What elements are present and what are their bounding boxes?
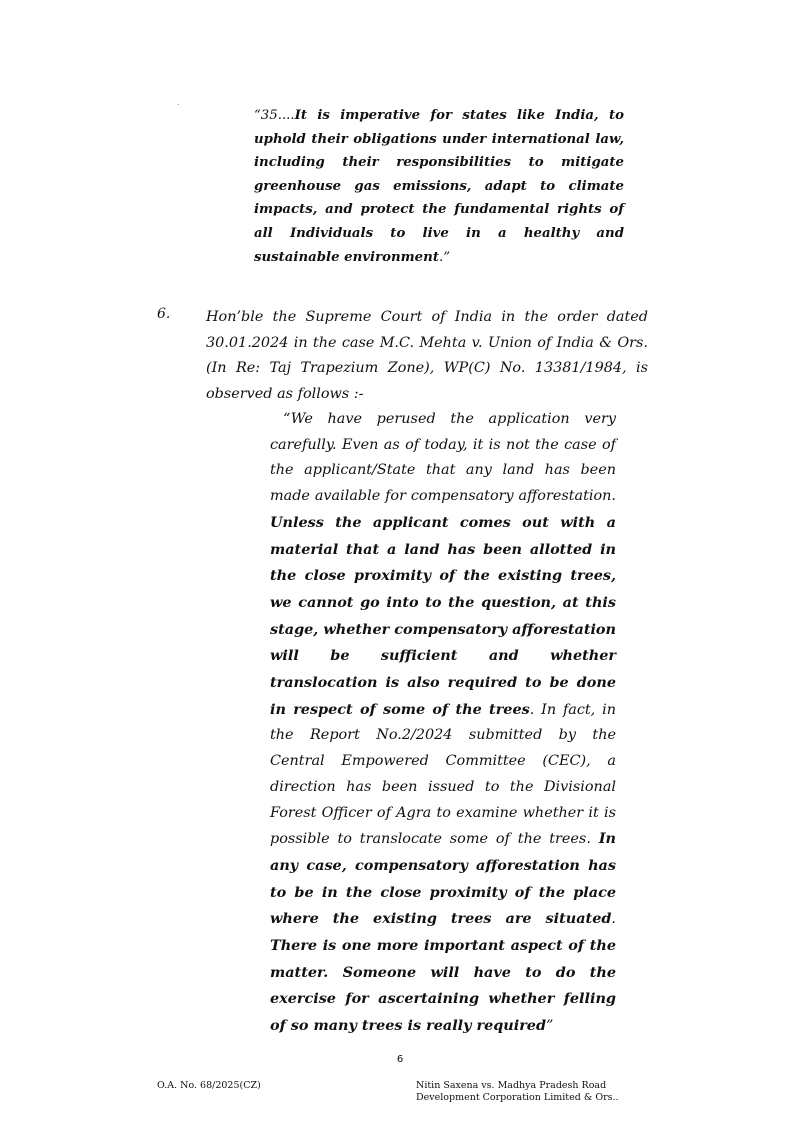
supreme-court-order-quote — [270, 407, 616, 1040]
order-quote-bold-2: In any case, compensatory afforestation has to be in the close proximity of the place where the existing trees are situated — [270, 830, 617, 928]
paragraph-6-text: Hon’ble the Supreme Court of India in the order dated 30.01.2024 in the case M.C. Mehta v. Union of India & Ors. (In Re: Taj Trapezium Zone), WP(C) No. 13381/1984, is observed as follows :- — [206, 309, 648, 402]
footer-case-number: O.A. No. 68/2025(CZ) — [157, 1080, 261, 1091]
order-quote-part-3: . — [611, 911, 616, 928]
page-number: 6 — [396, 1054, 404, 1065]
order-quote-part-2: . In fact, in the Report No.2/2024 submitted by the Central Empowered Committee (CEC), a direction has been issued to the Divisional Forest Officer of Agra to examine whether it is possible to translocate some of the trees. — [270, 701, 616, 848]
footer-title-line-1: Nitin Saxena vs. Madhya Pradesh Road — [416, 1080, 607, 1091]
quote-35-bold-text: It is imperative for states like India, to uphold their obligations under international law, including their responsibilities to mitigate greenhouse gas emissions, adapt to climate impacts, and protect the fundamental rights of all Individuals to live in a healthy and sustainable environment — [254, 108, 624, 265]
quote-para-35 — [254, 104, 624, 269]
order-quote-bold-1: Unless the applicant comes out with a material that a land has been allotted in the close proximity of the existing trees, we cannot go into to the question, at this stage, whether compensatory afforestation will be sufficient and whether translocation is also required to be done in respect of some of the trees — [270, 513, 616, 718]
quote-35-suffix: .” — [438, 249, 450, 265]
footer-title-line-2: Development Corporation Limited & Ors.. — [416, 1092, 619, 1103]
order-quote-bold-3: There is one more important aspect of the matter. Someone will have to do the exercise for ascertaining whether felling of so many trees is really required — [270, 937, 616, 1035]
footer-case-title — [416, 1080, 646, 1104]
order-quote-part-4: ” — [546, 1018, 554, 1035]
stray-mark: . — [177, 98, 180, 107]
order-quote-part-1: “We have perused the application very carefully. Even as of today, it is not the case of the applicant/State that any land has been made available for compensatory afforestation. — [270, 411, 616, 505]
quote-35-prefix: “35.... — [254, 108, 295, 123]
paragraph-number: 6. — [157, 306, 171, 322]
